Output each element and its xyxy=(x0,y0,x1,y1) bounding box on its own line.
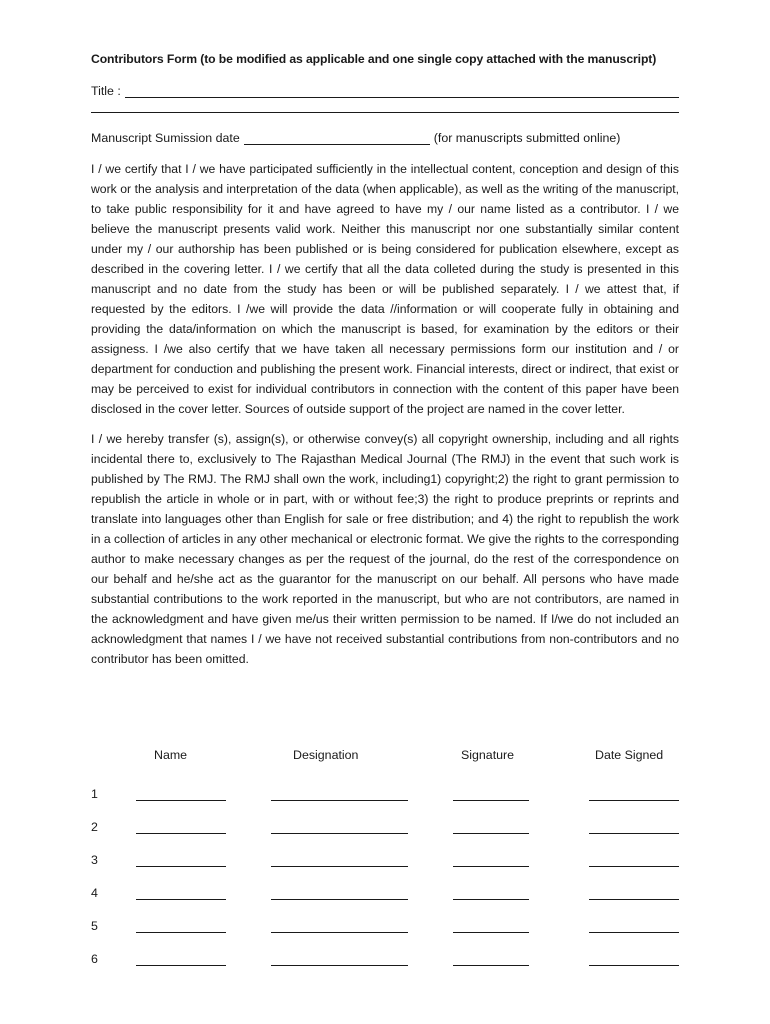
signature-blank[interactable] xyxy=(453,833,529,834)
signature-blank[interactable] xyxy=(453,932,529,933)
signature-blank[interactable] xyxy=(453,800,529,801)
contributor-row xyxy=(91,913,691,946)
header-designation: Designation xyxy=(293,748,359,762)
row-number: 3 xyxy=(91,853,98,867)
name-blank[interactable] xyxy=(136,833,226,834)
date-signed-blank[interactable] xyxy=(589,833,679,834)
signature-blank[interactable] xyxy=(453,965,529,966)
designation-blank[interactable] xyxy=(271,800,408,801)
row-number: 1 xyxy=(91,787,98,801)
title-input-line[interactable] xyxy=(125,84,679,98)
name-blank[interactable] xyxy=(136,965,226,966)
header-name: Name xyxy=(154,748,188,762)
contributor-row xyxy=(91,781,691,814)
name-blank[interactable] xyxy=(136,866,226,867)
row-number: 5 xyxy=(91,919,98,933)
submission-date-label: Manuscript Sumission date xyxy=(91,131,240,145)
designation-blank[interactable] xyxy=(271,899,408,900)
header-date-signed: Date Signed xyxy=(595,748,664,762)
row-number: 4 xyxy=(91,886,98,900)
title-field-row xyxy=(91,80,679,98)
date-signed-blank[interactable] xyxy=(589,965,679,966)
form-page xyxy=(91,52,679,669)
submission-date-note: (for manuscripts submitted online) xyxy=(433,131,621,145)
signature-blank[interactable] xyxy=(453,866,529,867)
header-signature: Signature xyxy=(461,748,515,762)
contributors-rows xyxy=(91,781,691,979)
row-number: 6 xyxy=(91,952,98,966)
designation-blank[interactable] xyxy=(271,965,408,966)
copyright-transfer-paragraph: I / we hereby transfer (s), assign(s), or otherwise convey(s) all copyright ownership, including and all rights incidental there to, exclusively to The Rajasthan Medical Journal (The RMJ) in the event that such work is published by The RMJ. The RMJ shall own the work, including1) copyright;2) the right to grant permission to republish the article in whole or in part, with or without fee;3) the right to produce preprints or reprints and translate into languages other than English for sale or free distribution; and 4) the right to republish the work in a collection of articles in any other mechanical or electronic format. We give the rights to the corresponding author to make necessary changes as per the request of the journal, do the rest of the correspondence on our behalf and he/she act as the guarantor for the manuscript on our behalf. All persons who have made substantial contributions to the work reported in the manuscript, but who are not contributors, are named in the acknowledgment and have given me/us their written permission to be named. If I/we do not included an acknowledgment that names I / we have not received substantial contributions from non-contributors and no contributor has been omitted. xyxy=(91,432,679,666)
form-heading: Contributors Form (to be modified as applicable and one single copy attached with the manuscript) xyxy=(91,52,657,66)
title-continuation-line[interactable] xyxy=(91,98,679,113)
signature-blank[interactable] xyxy=(453,899,529,900)
name-blank[interactable] xyxy=(136,800,226,801)
submission-date-row xyxy=(91,127,679,145)
designation-blank[interactable] xyxy=(271,866,408,867)
designation-blank[interactable] xyxy=(271,833,408,834)
contributor-row xyxy=(91,946,691,979)
name-blank[interactable] xyxy=(136,899,226,900)
date-signed-blank[interactable] xyxy=(589,899,679,900)
row-number: 2 xyxy=(91,820,98,834)
contributors-table-header xyxy=(91,748,691,768)
name-blank[interactable] xyxy=(136,932,226,933)
contributor-row xyxy=(91,847,691,880)
contributors-table xyxy=(91,748,691,979)
date-signed-blank[interactable] xyxy=(589,866,679,867)
designation-blank[interactable] xyxy=(271,932,408,933)
date-signed-blank[interactable] xyxy=(589,932,679,933)
date-signed-blank[interactable] xyxy=(589,800,679,801)
contributor-row xyxy=(91,880,691,913)
title-label: Title : xyxy=(91,84,121,98)
submission-date-input-line[interactable] xyxy=(244,131,430,145)
contributor-row xyxy=(91,814,691,847)
certification-paragraph: I / we certify that I / we have participated sufficiently in the intellectual content, conception and design of this work or the analysis and interpretation of the data (when applicable), as well as the writing of the manuscript, to take public responsibility for it and have agreed to have my / our name listed as a contributor. I / we believe the manuscript presents valid work. Neither this manuscript nor one substantially similar content under my / our authorship has been published or is being considered for publication elsewhere, except as described in the covering letter. I / we certify that all the data colleted during the study is presented in this manuscript and no date from the study has been or will be published separately. I / we attest that, if requested by the editors. I /we will provide the data //information or will cooperate fully in obtaining and providing the data/information on which the manuscript is based, for examination by the editors or their assigness. I /we also certify that we have taken all necessary permissions form our institution and / or department for conduction and publishing the present work. Financial interests, direct or indirect, that exist or may be perceived to exist for individual contributors in connection with the content of this paper have been disclosed in the cover letter. Sources of outside support of the project are named in the cover letter. xyxy=(91,162,679,416)
